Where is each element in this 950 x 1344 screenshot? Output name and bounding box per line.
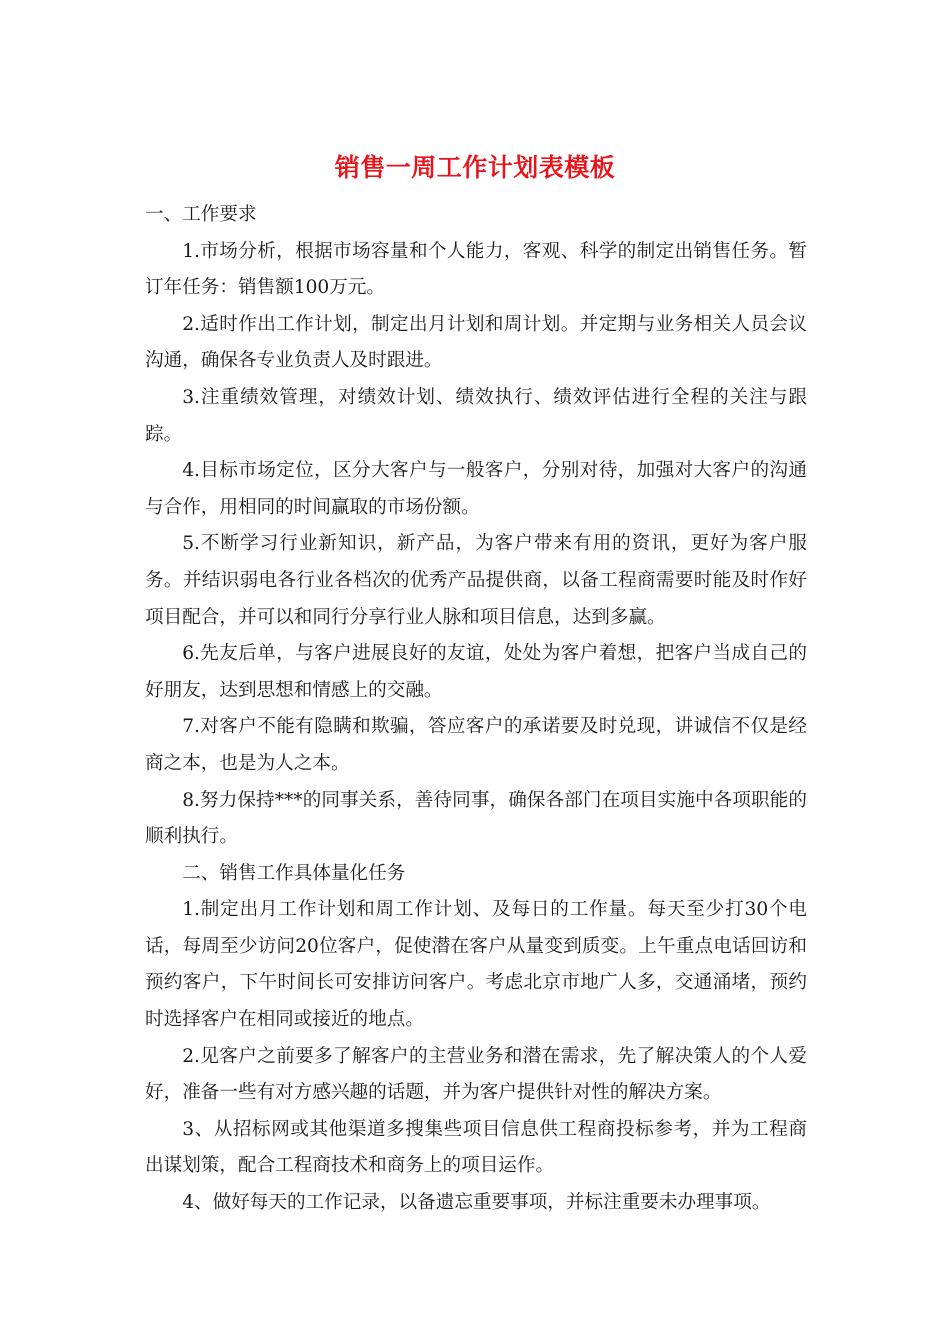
requirement-item-1: 1.市场分析，根据市场容量和个人能力，客观、科学的制定出销售任务。暂订年任务：销售额100万元。 [145, 240, 807, 299]
task-item-3: 3、从招标网或其他渠道多搜集些项目信息供工程商投标参考，并为工程商出谋划策，配合工程商技术和商务上的项目运作。 [145, 1118, 807, 1177]
task-item-2: 2.见客户之前要多了解客户的主营业务和潜在需求，先了解决策人的个人爱好，准备一些有对方感兴趣的话题，并为客户提供针对性的解决方案。 [145, 1045, 807, 1104]
requirement-item-4: 4.目标市场定位，区分大客户与一般客户，分别对待，加强对大客户的沟通与合作，用相同的时间赢取的市场份额。 [145, 460, 807, 518]
requirement-item-6: 6.先友后单，与客户进展良好的友谊，处处为客户着想，把客户当成自己的好朋友，达到思想和情感上的交融。 [145, 643, 807, 701]
section-heading-quantified-tasks: 二、销售工作具体量化任务 [182, 862, 406, 884]
requirement-item-5: 5.不断学习行业新知识，新产品，为客户带来有用的资讯，更好为客户服务。并结识弱电各行业各档次的优秀产品提供商，以备工程商需要时能及时作好项目配合，并可以和同行分享行业人脉和项目信息，达到多赢。 [145, 533, 807, 628]
section-heading-requirements: 一、工作要求 [145, 204, 257, 225]
document-title: 销售一周工作计划表模板 [334, 153, 616, 182]
requirement-item-2: 2.适时作出工作计划，制定出月计划和周计划。并定期与业务相关人员会议沟通，确保各专业负责人及时跟进。 [145, 313, 807, 372]
document-body [145, 197, 807, 1222]
task-item-4: 4、做好每天的工作记录，以备遗忘重要事项，并标注重要未办理事项。 [182, 1192, 771, 1214]
requirement-item-8: 8.努力保持***的同事关系，善待同事，确保各部门在项目实施中各项职能的顺利执行。 [145, 789, 807, 848]
task-item-1: 1.制定出月工作计划和周工作计划、及每日的工作量。每天至少打30个电话，每周至少访问20位客户，促使潜在客户从量变到质变。上午重点电话回访和预约客户，下午时间长可安排访问客户。考虑北京市地广人多，交通涌堵，预约时选择客户在相同或接近的地点。 [145, 899, 807, 1031]
requirement-item-3: 3.注重绩效管理，对绩效计划、绩效执行、绩效评估进行全程的关注与跟踪。 [145, 386, 807, 445]
requirement-item-7: 7.对客户不能有隐瞒和欺骗，答应客户的承诺要及时兑现，讲诚信不仅是经商之本，也是为人之本。 [145, 716, 807, 774]
